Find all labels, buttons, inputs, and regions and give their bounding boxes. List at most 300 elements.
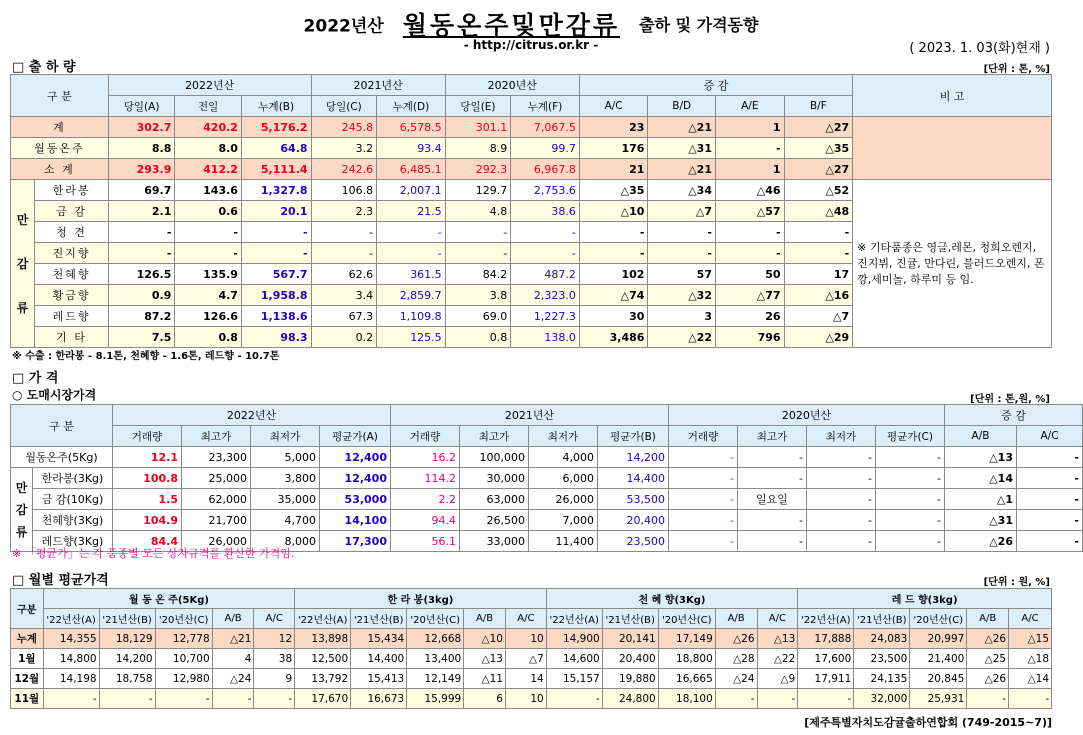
monthly-subheader: '21년산(B) xyxy=(351,609,407,629)
price-cell: 12,400 xyxy=(320,468,391,489)
shipment-cell: 1,109.8 xyxy=(377,306,446,327)
group-label-text: 만 감 류 xyxy=(15,480,28,539)
shipment-cell: - xyxy=(445,243,511,264)
monthly-cell: 18,129 xyxy=(99,629,155,649)
price-cell: 12.1 xyxy=(113,447,182,468)
shipment-cell: 0.8 xyxy=(175,327,242,348)
monthly-cell: 16,665 xyxy=(658,669,715,689)
monthly-subheader: '21년산(B) xyxy=(602,609,658,629)
shipment-cell: △77 xyxy=(715,285,784,306)
shipment-cell: 67.3 xyxy=(311,306,377,327)
shipment-subheader: 누계(F) xyxy=(511,96,580,117)
price-cell: 14,100 xyxy=(320,510,391,531)
price-cell: - xyxy=(669,489,738,510)
monthly-cell: 20,141 xyxy=(602,629,658,649)
price-section-title: □ 가 격 xyxy=(12,371,59,386)
shipment-subheader: B/F xyxy=(784,96,853,117)
monthly-subheader: A/C xyxy=(254,609,295,629)
shipment-cell: △7 xyxy=(784,306,853,327)
price-cell: - xyxy=(876,468,945,489)
row-label: 소 계 xyxy=(11,159,109,180)
monthly-cell: 20,845 xyxy=(910,669,967,689)
price-cell: 17,300 xyxy=(320,531,391,552)
shipment-cell: 129.7 xyxy=(445,180,511,201)
monthly-cell: 12,980 xyxy=(155,669,212,689)
shipment-cell: 8.8 xyxy=(108,138,175,159)
price-cell: △1 xyxy=(945,489,1017,510)
monthly-cell: 12,149 xyxy=(407,669,464,689)
monthly-group-header: 천 혜 향(3Kg) xyxy=(546,589,798,609)
price-cell: - xyxy=(1017,468,1083,489)
shipment-cell: 99.7 xyxy=(511,138,580,159)
shipment-cell: - xyxy=(715,138,784,159)
shipment-cell: △29 xyxy=(784,327,853,348)
shipment-cell: 2,859.7 xyxy=(377,285,446,306)
monthly-cell: △26 xyxy=(715,629,757,649)
row-label: 금 감(10Kg) xyxy=(33,489,113,510)
price-cell: 3,800 xyxy=(251,468,320,489)
monthly-cell: 20,997 xyxy=(910,629,967,649)
monthly-cell: △10 xyxy=(464,629,506,649)
price-cell: △31 xyxy=(945,510,1017,531)
monthly-subheader: '22년산(A) xyxy=(798,609,854,629)
price-cell: - xyxy=(807,531,876,552)
monthly-cell: 32,000 xyxy=(854,689,910,709)
table-row xyxy=(11,629,1052,649)
shipment-cell: 93.4 xyxy=(377,138,446,159)
monthly-subheader: A/C xyxy=(505,609,546,629)
price-subheader: 거래량 xyxy=(669,426,738,447)
monthly-cell: 9 xyxy=(254,669,295,689)
monthly-cell: - xyxy=(798,689,854,709)
price-cell: 26,000 xyxy=(529,489,598,510)
shipment-cell: 242.6 xyxy=(311,159,377,180)
monthly-cell: 14 xyxy=(505,669,546,689)
price-cell: △14 xyxy=(945,468,1017,489)
shipment-cell: 20.1 xyxy=(241,201,311,222)
monthly-group-header: 한 라 봉(3kg) xyxy=(295,589,547,609)
price-cell: 4,700 xyxy=(251,510,320,531)
shipment-unit: [단위 : 톤, %] xyxy=(983,64,1050,75)
price-cell: - xyxy=(738,447,807,468)
shipment-cell: △35 xyxy=(784,138,853,159)
monthly-cell: △7 xyxy=(505,649,546,669)
price-cell: 94.4 xyxy=(391,510,460,531)
row-label: 누계 xyxy=(11,629,44,649)
price-cell: 26,000 xyxy=(182,531,251,552)
row-label: 기 타 xyxy=(35,327,109,348)
shipment-header-2022: 2022년산 xyxy=(108,75,311,96)
monthly-cell: 10,700 xyxy=(155,649,212,669)
price-cell: 1.5 xyxy=(113,489,182,510)
shipment-cell: 2,323.0 xyxy=(511,285,580,306)
monthly-cell: 15,434 xyxy=(351,629,407,649)
price-cell: 53,500 xyxy=(598,489,669,510)
shipment-cell: 87.2 xyxy=(108,306,175,327)
shipment-cell: 3.8 xyxy=(445,285,511,306)
price-cell: 62,000 xyxy=(182,489,251,510)
shipment-cell: 2.1 xyxy=(108,201,175,222)
shipment-cell: 487.2 xyxy=(511,264,580,285)
shipment-cell: - xyxy=(648,222,716,243)
monthly-cell: △26 xyxy=(967,629,1009,649)
monthly-subheader: A/B xyxy=(967,609,1009,629)
price-subheader: 거래량 xyxy=(391,426,460,447)
group-label-text: 만 감 류 xyxy=(16,212,29,315)
shipment-subheader: 누계(B) xyxy=(241,96,311,117)
title-year: 2022년산 xyxy=(303,16,384,37)
monthly-cell: △25 xyxy=(967,649,1009,669)
row-label: 청 견 xyxy=(35,222,109,243)
row-label: 진지향 xyxy=(35,243,109,264)
price-cell: - xyxy=(807,489,876,510)
table-row xyxy=(11,468,1083,489)
monthly-cell: 12,668 xyxy=(407,629,464,649)
monthly-group-header: 레 드 향(3kg) xyxy=(798,589,1052,609)
shipment-cell: 98.3 xyxy=(241,327,311,348)
row-label: 레드향(3Kg) xyxy=(33,531,113,552)
shipment-subheader: A/E xyxy=(715,96,784,117)
monthly-cell: △28 xyxy=(715,649,757,669)
table-row xyxy=(11,447,1083,468)
shipment-cell: 1,227.3 xyxy=(511,306,580,327)
shipment-subheader: 당일(C) xyxy=(311,96,377,117)
monthly-cell: 18,758 xyxy=(99,669,155,689)
shipment-cell: 125.5 xyxy=(377,327,446,348)
monthly-cell: △18 xyxy=(1009,649,1052,669)
monthly-cell: 14,198 xyxy=(43,669,99,689)
shipment-cell: △32 xyxy=(648,285,716,306)
monthly-cell: 17,600 xyxy=(798,649,854,669)
shipment-cell: 292.3 xyxy=(445,159,511,180)
price-subheader: 최고가 xyxy=(182,426,251,447)
price-subheader: 평균가(A) xyxy=(320,426,391,447)
mandarin-group-label xyxy=(11,468,33,552)
row-label: 천혜향 xyxy=(35,264,109,285)
shipment-cell: - xyxy=(511,222,580,243)
shipment-cell: 412.2 xyxy=(175,159,242,180)
monthly-cell: 10 xyxy=(505,629,546,649)
monthly-cell: △24 xyxy=(715,669,757,689)
monthly-subheader: '20년산(C) xyxy=(407,609,464,629)
monthly-cell: 14,400 xyxy=(351,649,407,669)
price-subheader: A/B xyxy=(945,426,1017,447)
shipment-cell: 138.0 xyxy=(511,327,580,348)
row-label: 월동온주 xyxy=(11,138,109,159)
shipment-subheader: 당일(E) xyxy=(445,96,511,117)
table-row xyxy=(11,689,1052,709)
price-cell: 일요일 xyxy=(738,489,807,510)
shipment-cell: 293.9 xyxy=(108,159,175,180)
shipment-cell: △46 xyxy=(715,180,784,201)
site-url[interactable]: - http://citrus.or.kr - xyxy=(463,38,599,52)
price-subheader: 최저가 xyxy=(807,426,876,447)
shipment-cell: - xyxy=(108,243,175,264)
monthly-cell: △13 xyxy=(464,649,506,669)
shipment-cell: 1,958.8 xyxy=(241,285,311,306)
row-label: 월동온주(5Kg) xyxy=(11,447,113,468)
shipment-cell: 126.5 xyxy=(108,264,175,285)
monthly-cell: 17,670 xyxy=(295,689,351,709)
row-label: 11월 xyxy=(11,689,44,709)
price-cell: 14,200 xyxy=(598,447,669,468)
shipment-cell: 7,067.5 xyxy=(511,117,580,138)
price-subheader: 평균가(B) xyxy=(598,426,669,447)
shipment-subheader: A/C xyxy=(579,96,648,117)
monthly-cell: - xyxy=(212,689,254,709)
price-header-2022: 2022년산 xyxy=(113,405,391,426)
shipment-cell: △22 xyxy=(648,327,716,348)
monthly-cell: 21,400 xyxy=(910,649,967,669)
price-subheader: 최저가 xyxy=(251,426,320,447)
shipment-cell: 0.2 xyxy=(311,327,377,348)
monthly-cell: 38 xyxy=(254,649,295,669)
price-cell: 63,000 xyxy=(460,489,529,510)
shipment-header-2020: 2020년산 xyxy=(445,75,579,96)
price-cell: 26,500 xyxy=(460,510,529,531)
shipment-cell: △27 xyxy=(784,159,853,180)
shipment-cell: △16 xyxy=(784,285,853,306)
shipment-cell: △27 xyxy=(784,117,853,138)
price-subheader: 최고가 xyxy=(460,426,529,447)
monthly-cell: △21 xyxy=(212,629,254,649)
row-label: 한라봉(3Kg) xyxy=(33,468,113,489)
monthly-cell: 17,149 xyxy=(658,629,715,649)
price-cell: 23,300 xyxy=(182,447,251,468)
monthly-cell: △13 xyxy=(757,629,798,649)
price-cell: 23,500 xyxy=(598,531,669,552)
row-label: 금 감 xyxy=(35,201,109,222)
shipment-cell: △10 xyxy=(579,201,648,222)
price-cell: - xyxy=(669,447,738,468)
price-cell: - xyxy=(807,447,876,468)
price-cell: 5,000 xyxy=(251,447,320,468)
monthly-cell: 24,135 xyxy=(854,669,910,689)
shipment-cell: - xyxy=(175,222,242,243)
table-row xyxy=(11,180,1052,201)
price-cell: 20,400 xyxy=(598,510,669,531)
mandarin-group-label xyxy=(11,180,35,348)
price-cell: - xyxy=(738,510,807,531)
price-cell: △26 xyxy=(945,531,1017,552)
shipment-section-title: □ 출 하 량 xyxy=(12,60,76,75)
price-cell: 12,400 xyxy=(320,447,391,468)
shipment-cell: 38.6 xyxy=(511,201,580,222)
shipment-cell: △34 xyxy=(648,180,716,201)
shipment-cell: - xyxy=(175,243,242,264)
price-cell: 11,400 xyxy=(529,531,598,552)
shipment-cell: 1 xyxy=(715,117,784,138)
shipment-cell: 143.6 xyxy=(175,180,242,201)
shipment-cell: 21.5 xyxy=(377,201,446,222)
monthly-subheader: '21년산(B) xyxy=(854,609,910,629)
shipment-cell: 2,753.6 xyxy=(511,180,580,201)
shipment-cell: △52 xyxy=(784,180,853,201)
shipment-cell: 84.2 xyxy=(445,264,511,285)
shipment-cell: 176 xyxy=(579,138,648,159)
price-header-gubun: 구 분 xyxy=(11,405,113,447)
shipment-cell: 2.3 xyxy=(311,201,377,222)
shipment-cell: 57 xyxy=(648,264,716,285)
price-cell: 53,000 xyxy=(320,489,391,510)
price-cell: - xyxy=(669,468,738,489)
shipment-cell: - xyxy=(715,243,784,264)
price-subheader: 평균가(C) xyxy=(876,426,945,447)
price-subheader: 최고가 xyxy=(738,426,807,447)
monthly-subheader: A/B xyxy=(464,609,506,629)
price-cell: - xyxy=(669,531,738,552)
shipment-subheader: B/D xyxy=(648,96,716,117)
shipment-cell: 0.9 xyxy=(108,285,175,306)
table-row xyxy=(11,649,1052,669)
monthly-cell: 14,355 xyxy=(43,629,99,649)
shipment-table xyxy=(10,74,1052,348)
price-cell: 6,000 xyxy=(529,468,598,489)
shipment-cell: 3.2 xyxy=(311,138,377,159)
monthly-cell: 12 xyxy=(254,629,295,649)
shipment-cell: 302.7 xyxy=(108,117,175,138)
monthly-cell: - xyxy=(1009,689,1052,709)
monthly-cell: 13,898 xyxy=(295,629,351,649)
title-suffix: 출하 및 가격동향 xyxy=(639,15,759,35)
average-price-note: ※ 「평균가」는 각 품종별 모든 상자규격를 환산한 가격임. xyxy=(12,547,295,560)
monthly-subheader: '20년산(C) xyxy=(658,609,715,629)
monthly-cell: 13,400 xyxy=(407,649,464,669)
shipment-cell: - xyxy=(579,222,648,243)
price-cell: 33,000 xyxy=(460,531,529,552)
price-cell: 100,000 xyxy=(460,447,529,468)
monthly-cell: △22 xyxy=(757,649,798,669)
price-cell: 114.2 xyxy=(391,468,460,489)
price-cell: 4,000 xyxy=(529,447,598,468)
shipment-cell: △31 xyxy=(648,138,716,159)
price-header-change: 증 감 xyxy=(945,405,1083,426)
shipment-cell: △57 xyxy=(715,201,784,222)
shipment-cell: 17 xyxy=(784,264,853,285)
monthly-subheader: A/B xyxy=(715,609,757,629)
monthly-cell: 23,500 xyxy=(854,649,910,669)
shipment-cell: 6,485.1 xyxy=(377,159,446,180)
monthly-subheader: '22년산(A) xyxy=(43,609,99,629)
price-cell: - xyxy=(669,510,738,531)
wholesale-price-table xyxy=(10,404,1083,552)
shipment-subheader: 당일(A) xyxy=(108,96,175,117)
monthly-subheader: '22년산(A) xyxy=(546,609,602,629)
monthly-cell: - xyxy=(757,689,798,709)
remark-cell: ※ 기타품종은 영글,레몬, 청희오렌지, 진지뷔, 진귤, 만다린, 블러드오렌지, 폰깡,세미놀, 하루미 등 임. xyxy=(853,180,1052,348)
shipment-cell: 245.8 xyxy=(311,117,377,138)
monthly-cell: 15,999 xyxy=(407,689,464,709)
monthly-cell: 6 xyxy=(464,689,506,709)
monthly-cell: 16,673 xyxy=(351,689,407,709)
monthly-cell: △9 xyxy=(757,669,798,689)
shipment-cell: 3 xyxy=(648,306,716,327)
shipment-cell: - xyxy=(715,222,784,243)
shipment-subheader: 전일 xyxy=(175,96,242,117)
shipment-cell: 106.8 xyxy=(311,180,377,201)
price-cell: 25,000 xyxy=(182,468,251,489)
monthly-cell: 24,800 xyxy=(602,689,658,709)
shipment-cell: - xyxy=(311,222,377,243)
shipment-cell: △35 xyxy=(579,180,648,201)
row-label: 한라봉 xyxy=(35,180,109,201)
wholesale-subtitle: ○ 도매시장가격 xyxy=(12,388,97,402)
price-cell: △13 xyxy=(945,447,1017,468)
price-subheader: 거래량 xyxy=(113,426,182,447)
monthly-subheader: A/B xyxy=(212,609,254,629)
shipment-cell: 0.6 xyxy=(175,201,242,222)
shipment-cell: 62.6 xyxy=(311,264,377,285)
shipment-cell: 8.9 xyxy=(445,138,511,159)
row-label: 황금향 xyxy=(35,285,109,306)
shipment-cell: - xyxy=(784,243,853,264)
shipment-cell: 50 xyxy=(715,264,784,285)
price-cell: - xyxy=(876,531,945,552)
monthly-subheader: '20년산(C) xyxy=(155,609,212,629)
monthly-cell: 12,778 xyxy=(155,629,212,649)
monthly-subheader: A/C xyxy=(757,609,798,629)
monthly-cell: - xyxy=(967,689,1009,709)
price-cell: 56.1 xyxy=(391,531,460,552)
shipment-cell: 4.8 xyxy=(445,201,511,222)
price-cell: 14,400 xyxy=(598,468,669,489)
monthly-cell: 14,800 xyxy=(43,649,99,669)
monthly-section-title: □ 월별 평균가격 xyxy=(12,573,109,588)
price-header-2020: 2020년산 xyxy=(669,405,945,426)
report-title xyxy=(0,6,1062,42)
price-cell: - xyxy=(1017,447,1083,468)
shipment-cell: 126.6 xyxy=(175,306,242,327)
monthly-cell: 25,931 xyxy=(910,689,967,709)
shipment-cell: - xyxy=(511,243,580,264)
shipment-cell: 361.5 xyxy=(377,264,446,285)
monthly-cell: △24 xyxy=(212,669,254,689)
row-label: 1월 xyxy=(11,649,44,669)
price-cell: - xyxy=(876,447,945,468)
price-cell: - xyxy=(1017,489,1083,510)
row-label: 12월 xyxy=(11,669,44,689)
monthly-cell: 17,911 xyxy=(798,669,854,689)
report-date: ( 2023. 1. 03(화)현재 ) xyxy=(909,41,1050,56)
price-cell: 104.9 xyxy=(113,510,182,531)
monthly-cell: 12,500 xyxy=(295,649,351,669)
price-cell: 7,000 xyxy=(529,510,598,531)
monthly-cell: △11 xyxy=(464,669,506,689)
shipment-cell: 1,138.6 xyxy=(241,306,311,327)
monthly-cell: 24,083 xyxy=(854,629,910,649)
shipment-cell: 301.1 xyxy=(445,117,511,138)
price-cell: 30,000 xyxy=(460,468,529,489)
monthly-cell: 4 xyxy=(212,649,254,669)
shipment-cell: 420.2 xyxy=(175,117,242,138)
shipment-cell: - xyxy=(648,243,716,264)
shipment-cell: 26 xyxy=(715,306,784,327)
shipment-cell: - xyxy=(377,243,446,264)
price-cell: - xyxy=(876,489,945,510)
shipment-cell: 69.7 xyxy=(108,180,175,201)
shipment-cell: 21 xyxy=(579,159,648,180)
shipment-cell: - xyxy=(579,243,648,264)
price-cell: - xyxy=(807,510,876,531)
price-cell: - xyxy=(1017,510,1083,531)
monthly-cell: 19,880 xyxy=(602,669,658,689)
title-main: 월동온주및만감류 xyxy=(402,11,621,40)
shipment-cell: 5,176.2 xyxy=(241,117,311,138)
monthly-cell: - xyxy=(546,689,602,709)
shipment-cell: 5,111.4 xyxy=(241,159,311,180)
monthly-cell: - xyxy=(43,689,99,709)
shipment-header-remark: 비 고 xyxy=(853,75,1052,117)
